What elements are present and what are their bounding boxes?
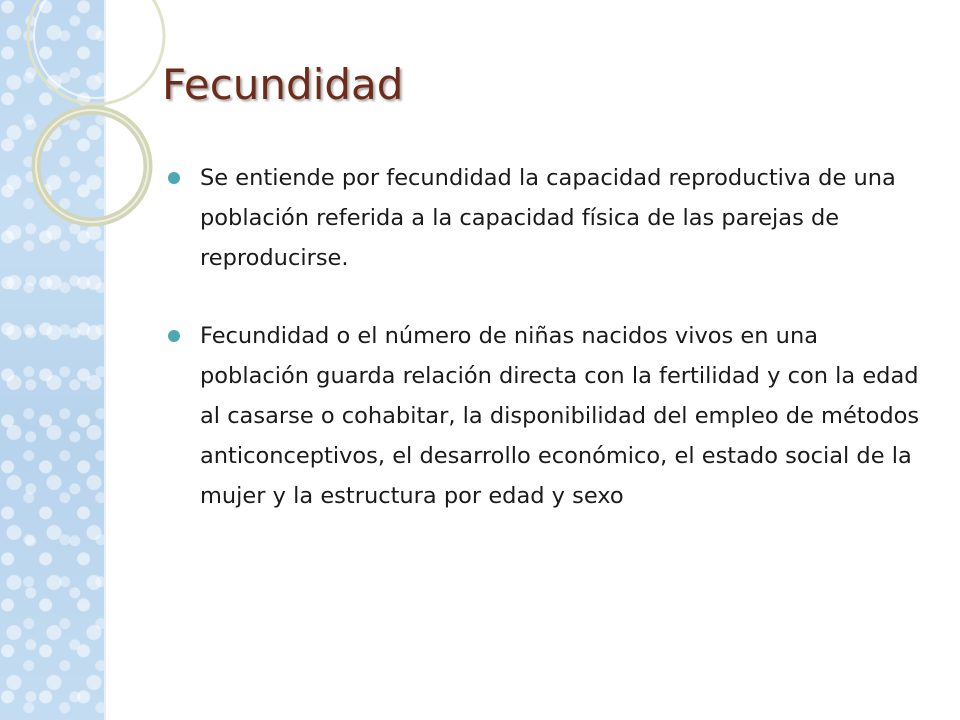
slide-title: Fecundidad bbox=[162, 60, 404, 109]
bullet-dot-icon bbox=[168, 172, 180, 184]
bullet-text: Se entiende por fecundidad la capacidad reproductiva de una población referida a la capacidad física de las parejas de reproducirse. bbox=[200, 165, 896, 271]
bullet-item bbox=[164, 158, 924, 278]
bullet-text: Fecundidad o el número de niñas nacidos vivos en una población guarda relación directa con la fertilidad y con la edad al casarse o cohabitar, la disponibilidad del empleo de métodos anticonceptivos, el desarrollo económico, el estado social de la mujer y la estructura por edad y sexo bbox=[200, 323, 920, 509]
large-ring-highlight bbox=[36, 110, 148, 222]
upper-ring bbox=[28, 0, 164, 104]
bullet-list bbox=[164, 158, 924, 516]
bullet-item bbox=[164, 316, 924, 516]
bullet-dot-icon bbox=[168, 330, 180, 342]
upper-ring-inner bbox=[34, 0, 158, 98]
